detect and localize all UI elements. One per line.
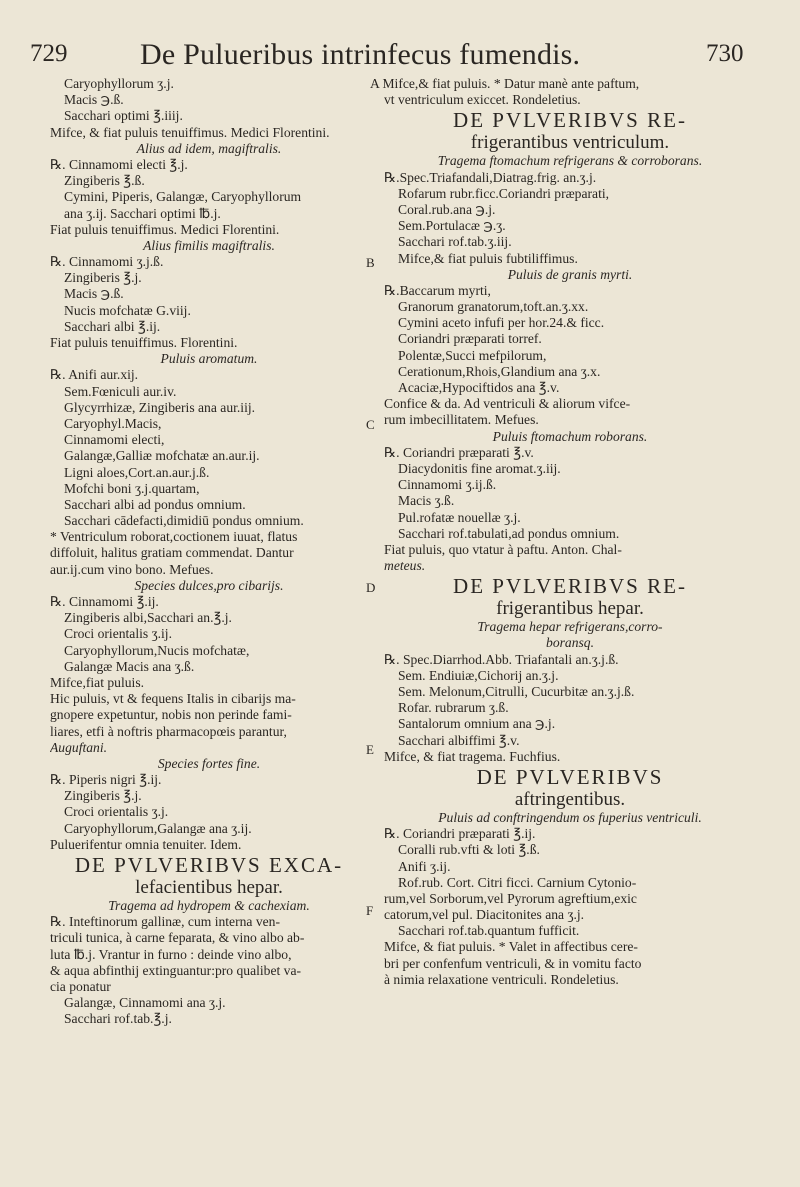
text-line: Sem. Melonum,Citrulli, Cucurbitæ an.ʒ.j.ß. [398,684,635,699]
recipe-heading: boransq. [546,635,594,651]
text-line: ℞. Inteftinorum gallinæ, cum interna ven- [50,914,281,930]
left-column [50,76,368,1028]
text-line: Sacchari albiffimi ℥.v. [398,732,520,748]
running-header [0,38,800,78]
left-page-number: 729 [30,40,68,67]
text-line: Galangæ, Cinnamomi ana ʒ.j. [64,995,226,1011]
text-line: bri per confenfum ventriculi, & in vomitu facto [384,955,642,971]
text-line: & aqua abfinthij extinguantur:pro qualibet va- [50,962,302,978]
text-line: Hic puluis, vt & fequens Italis in cibarijs ma- [50,691,296,707]
text-line: Cinnamomi electi, [64,432,165,448]
text-line: Caryophyllorum,Galangæ ana ʒ.ij. [64,820,252,836]
text-line: Cymini, Piperis, Galangæ, Caryophyllorum [64,189,302,205]
text-line: Anifi ʒ.ij. [398,858,451,874]
text-line: ℞. Anifi aur.xij. [50,367,139,383]
text-line: gnopere expetuntur, nobis non perinde fami- [50,707,292,723]
text-line: Mifce, & fiat puluis. * Valet in affectibus cere- [384,939,638,955]
text-line: diffoluit, halitus gratiam commendat. Dantur [50,545,294,561]
text-line: Pul.rofatæ nouellæ ʒ.j. [398,509,521,525]
text-line: Rofarum rubr.ficc.Coriandri præparati, [398,185,610,201]
margin-letter-f: F [366,903,374,918]
text-line: Diacydonitis fine aromat.ʒ.iij. [398,460,561,476]
text-line: catorum,vel pul. Diacitonites ana ʒ.j. [384,907,585,923]
section-heading: DE PVLVERIBVS RE- [453,574,687,599]
text-line: Macis ℈.ß. [64,92,124,108]
section-heading: DE PVLVERIBVS [476,764,664,789]
text-line: triculi tunica, à carne feparata, & vino albo ab- [50,930,305,946]
text-line: Caryophyllorum ʒ.j. [64,76,174,91]
recipe-heading: Species dulces,pro cibarijs. [134,577,284,593]
text-line: luta ℔.j. Vrantur in furno : deinde vino albo, [50,946,292,962]
recipe-heading: Tragema ad hydropem & cachexiam. [108,898,310,913]
text-line: Polentæ,Succi mefpilorum, [398,347,547,363]
text-line: ℞. Piperis nigri ℥.ij. [50,772,162,788]
text-line: Coralli rub.vfti & loti ℥.ß. [398,842,540,858]
text-line: rum imbecillitatem. Mefues. [384,412,539,428]
recipe-heading: Puluis ftomachum roborans. [492,428,648,444]
text-line: rum,vel Sorborum,vel Pyrorum agreftium,exic [384,890,637,906]
section-subheading: aftringentibus. [514,788,626,810]
recipe-heading: Puluis ad conftringendum os fuperius ventriculi. [438,809,702,825]
margin-letter-c: C [366,417,375,432]
running-title: De Pulueribus intrinfecus fumendis. [140,38,581,71]
section-subheading: lefacientibus hepar. [135,877,283,898]
text-line: Mofchi boni ʒ.j.quartam, [64,480,200,496]
recipe-heading: Alius fimilis magiftralis. [143,237,275,253]
text-line: Sacchari albi ℥.ij. [64,318,161,334]
text-line: Puluerifentur omnia tenuiter. Idem. [50,836,242,852]
text-line: Croci orientalis ʒ.j. [64,804,169,820]
recipe-heading: Alius ad idem, magiftralis. [136,140,282,156]
recipe-heading: Puluis de granis myrti. [507,266,633,282]
text-line: Rofar. rubrarum ʒ.ß. [398,700,509,716]
text-line: Sem.Portulacæ ℈.ʒ. [398,218,506,234]
section-heading: DE PVLVERIBVS EXCA- [74,853,344,877]
text-line: Cinnamomi ʒ.ij.ß. [398,477,497,493]
section-heading: DE PVLVERIBVS RE- [453,108,687,133]
text-line: ℞.Baccarum myrti, [384,282,491,298]
text-line: Sacchari optimi ℥.iiij. [64,108,183,124]
text-line: ℞. Cinnamomi ℥.ij. [50,594,159,609]
text-line: Sacchari cādefacti,dimidiū pondus omnium. [64,513,304,529]
text-line: Mifce,& fiat puluis fubtiliffimus. [398,250,578,266]
section-subheading: frigerantibus ventriculum. [470,132,670,154]
text-line: ℞. Spec.Diarrhod.Abb. Triafantali an.ʒ.j.ß. [384,651,619,667]
text-line: Mifce, & fiat tragema. Fuchfius. [384,748,561,764]
text-line: Sacchari rof.tab.℥.j. [64,1011,172,1027]
text-line: ℞. Cinnamomi electi ℥.j. [50,156,188,172]
text-line: Fiat puluis tenuiffimus. Florentini. [50,335,238,350]
text-line: Galangæ,Galliæ mofchatæ an.aur.ij. [64,448,260,464]
text-line: Galangæ Macis ana ʒ.ß. [64,658,195,674]
text-line: Confice & da. Ad ventriculi & aliorum vifce- [384,396,631,412]
text-line: Sacchari rof.tab.quantum fufficit. [398,923,580,939]
text-line: Acaciæ,Hypociftidos ana ℥.v. [398,380,560,395]
text-line: Zingiberis ℥.j. [64,270,142,286]
text-line: ℞.Spec.Triafandali,Diatrag.frig. an.ʒ.j. [384,169,597,185]
text-line: Coriandri præparati torref. [398,331,542,347]
text-line: Auguftani. [50,739,108,755]
text-line: Sacchari rof.tabulati,ad pondus omnium. [398,525,620,541]
text-line: Fiat puluis, quo vtatur à paftu. Anton. Chal- [384,541,622,557]
text-line: Caryophyllorum,Nucis mofchatæ, [64,642,250,658]
text-line: Ligni aloes,Cort.an.aur.j.ß. [64,464,210,480]
text-line: Coral.rub.ana ℈.j. [398,201,496,217]
text-line: Glycyrrhizæ, Zingiberis ana aur.iij. [64,399,256,415]
text-line: A Mifce,& fiat puluis. * Datur manè ante paftum, [370,76,640,91]
text-line: Sem. Endiuiæ,Cichorij an.ʒ.j. [398,667,559,683]
text-line: Santalorum omnium ana ℈.j. [398,716,556,732]
recipe-heading: Species fortes fine. [157,755,261,771]
text-line: ana ʒ.ij. Sacchari optimi ℔.j. [64,205,221,221]
text-line: Sem.Fœniculi aur.iv. [64,383,177,399]
text-line: meteus. [384,558,426,574]
recipe-heading: Tragema hepar refrigerans,corro- [477,619,663,635]
text-line: Zingiberis albi,Sacchari an.℥.j. [64,610,232,626]
text-line: Mifce,fiat puluis. [50,674,145,690]
recipe-heading: Puluis aromatum. [160,351,258,367]
text-line: * Ventriculum roborat,coctionem iuuat, flatus [50,529,298,545]
text-line: Croci orientalis ʒ.ij. [64,626,172,642]
margin-letter-e: E [366,742,374,757]
text-line: Granorum granatorum,toft.an.ʒ.xx. [398,299,589,315]
text-line: Mifce, & fiat puluis tenuiffimus. Medici Florentini. [50,124,330,140]
text-line: ℞. Coriandri præparati ℥.ij. [384,826,536,842]
text-line: aur.ij.cum vino bono. Mefues. [50,561,214,577]
text-line: Macis ʒ.ß. [398,493,455,509]
text-line: Rof.rub. Cort. Citri ficci. Carnium Cytonio- [398,874,637,890]
text-line: Zingiberis ℥.j. [64,788,142,804]
right-column [370,76,770,988]
text-line: ℞. Cinnamomi ʒ.j.ß. [50,254,164,270]
recipe-heading: Tragema ftomachum refrigerans & corroborans. [437,153,703,169]
margin-letter-b: B [366,255,375,270]
text-line: Macis ℈.ß. [64,286,124,302]
section-subheading: frigerantibus hepar. [496,598,644,620]
text-line: Caryophyl.Macis, [64,415,162,431]
text-line: Sacchari albi ad pondus omnium. [64,496,246,512]
text-line: cia ponatur [50,978,111,994]
text-line: à nimia relaxatione ventriculi. Rondeletius. [384,971,619,987]
right-page-number: 730 [706,40,744,67]
text-line: ℞. Coriandri præparati ℥.v. [384,444,534,460]
text-line: Fiat puluis tenuiffimus. Medici Florentini. [50,221,280,237]
text-line: Cerationum,Rhois,Glandium ana ʒ.x. [398,363,601,379]
text-line: Sacchari rof.tab.ʒ.iij. [398,234,512,250]
text-line: Nucis mofchatæ G.viij. [64,302,191,318]
text-line: liares, etfi à noftris pharmacopœis parantur, [50,723,287,739]
margin-letter-d: D [366,580,376,595]
text-line: vt ventriculum exiccet. Rondeletius. [384,92,581,108]
text-line: Zingiberis ℥.ß. [64,173,145,189]
text-line: Cymini aceto infufi per hor.24.& ficc. [398,315,605,331]
